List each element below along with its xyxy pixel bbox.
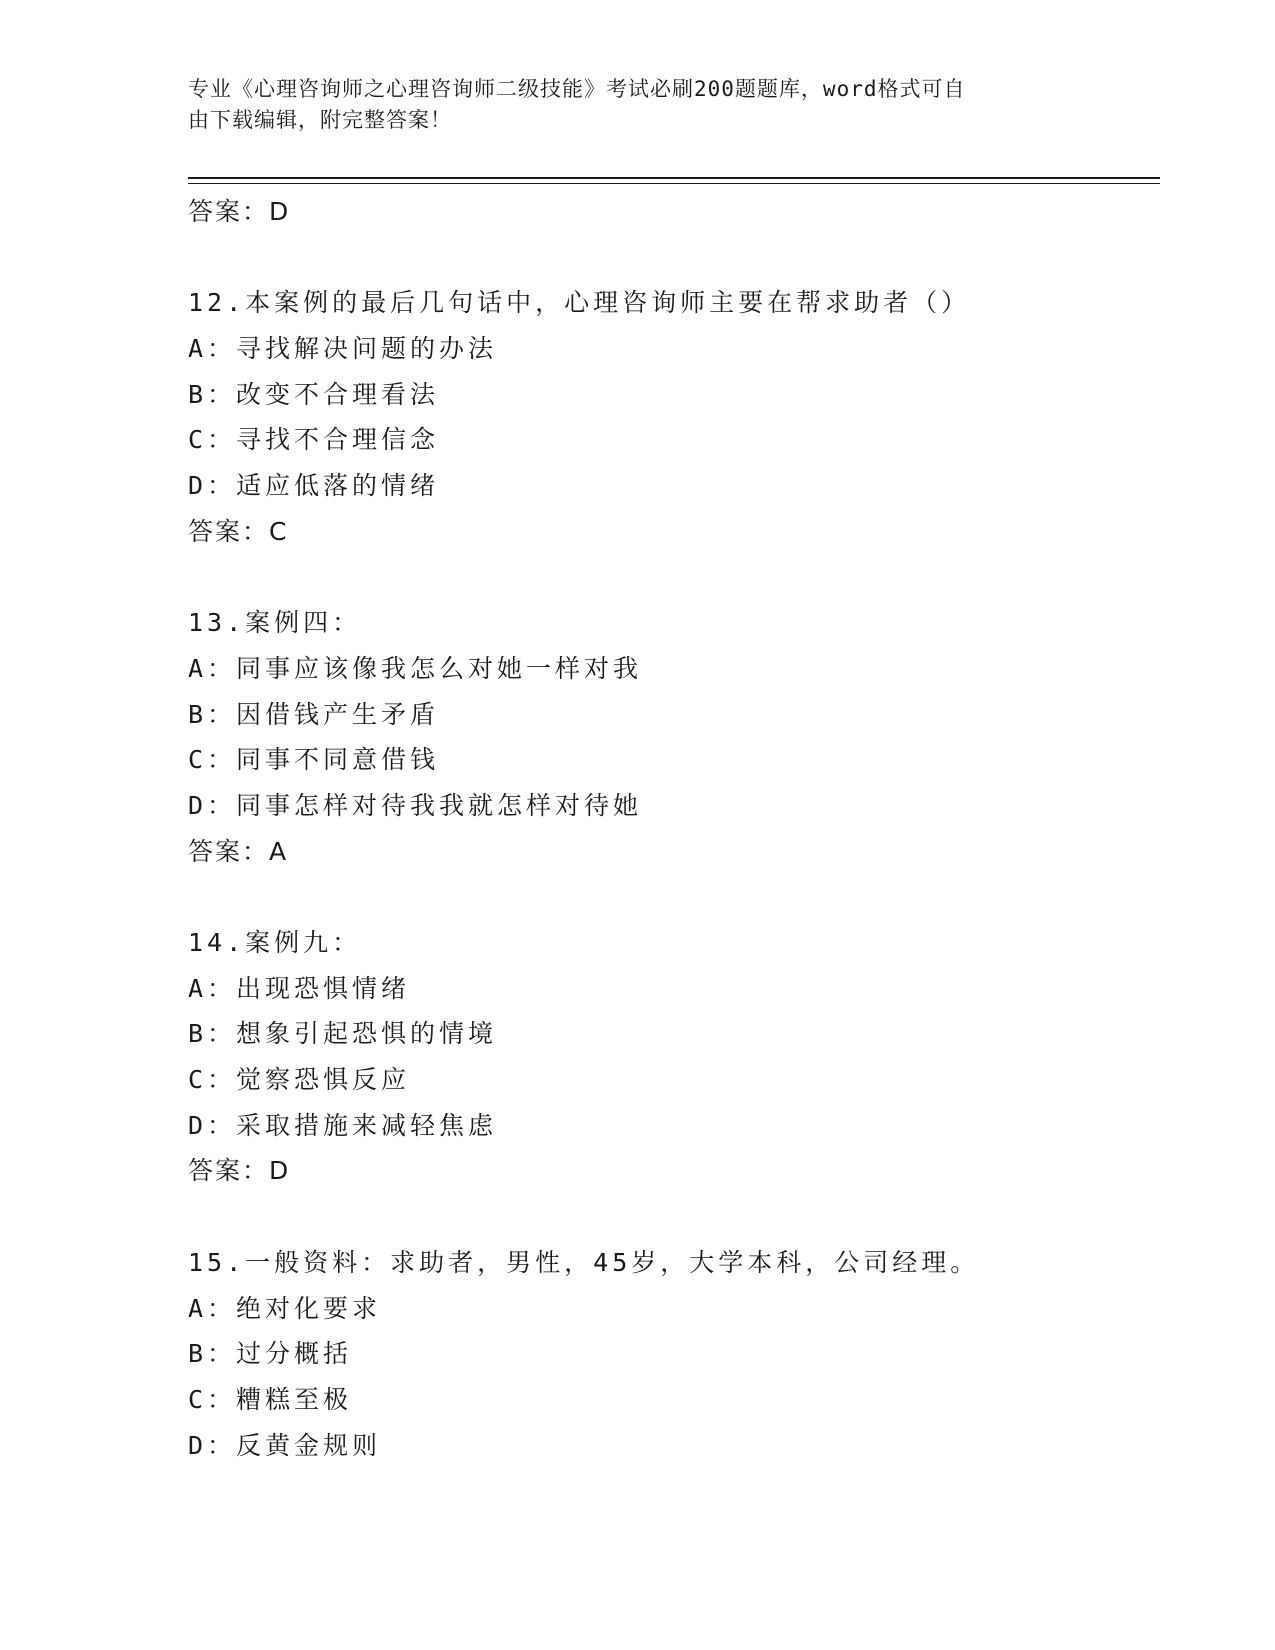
option-a: A：同事应该像我怎么对她一样对我 — [188, 653, 643, 683]
question-stem: 13.案例四： — [188, 608, 362, 638]
spacer — [188, 1194, 1148, 1240]
option-a: A：绝对化要求 — [188, 1293, 382, 1323]
option-a: A：出现恐惧情绪 — [188, 973, 411, 1003]
document-header — [188, 74, 1068, 136]
option-b: B：因借钱产生矛盾 — [188, 699, 440, 729]
spacer — [188, 874, 1148, 920]
question-list — [188, 189, 1148, 1468]
spacer — [188, 555, 1148, 601]
header-line-1: 专业《心理咨询师之心理咨询师二级技能》考试必刷200题题库，word格式可自 — [188, 77, 966, 101]
option-d: D：采取措施来减轻焦虑 — [188, 1110, 498, 1140]
question-block-13 — [188, 600, 1148, 874]
question-stem: 14.案例九： — [188, 928, 362, 957]
answer-line: 答案：C — [188, 516, 289, 546]
question-block-14 — [188, 920, 1148, 1194]
answer-line: 答案：A — [188, 836, 289, 866]
header-divider-thick — [188, 177, 1160, 179]
option-b: B：改变不合理看法 — [188, 379, 440, 409]
question-stem: 12.本案例的最后几句话中，心理咨询师主要在帮求助者（） — [188, 288, 971, 318]
header-line-2: 由下载编辑，附完整答案！ — [188, 108, 452, 132]
option-d: D：同事怎样对待我我就怎样对待她 — [188, 790, 643, 820]
header-divider-thin — [188, 183, 1160, 184]
answer-line: 答案：D — [188, 1156, 291, 1186]
question-block-12 — [188, 280, 1148, 554]
option-b: B：想象引起恐惧的情境 — [188, 1019, 498, 1049]
option-d: D：适应低落的情绪 — [188, 471, 440, 501]
spacer — [188, 235, 1148, 281]
option-d: D：反黄金规则 — [188, 1430, 382, 1460]
option-c: C：同事不同意借钱 — [188, 745, 440, 775]
question-block-15 — [188, 1240, 1148, 1468]
question-stem: 15.一般资料：求助者，男性，45岁，大学本科，公司经理。 — [188, 1247, 980, 1277]
option-a: A：寻找解决问题的办法 — [188, 334, 498, 364]
answer-line: 答案：D — [188, 197, 291, 226]
option-c: C：糟糕至极 — [188, 1384, 353, 1414]
option-c: C：寻找不合理信念 — [188, 425, 440, 455]
option-c: C：觉察恐惧反应 — [188, 1065, 411, 1095]
option-b: B：过分概括 — [188, 1339, 353, 1369]
